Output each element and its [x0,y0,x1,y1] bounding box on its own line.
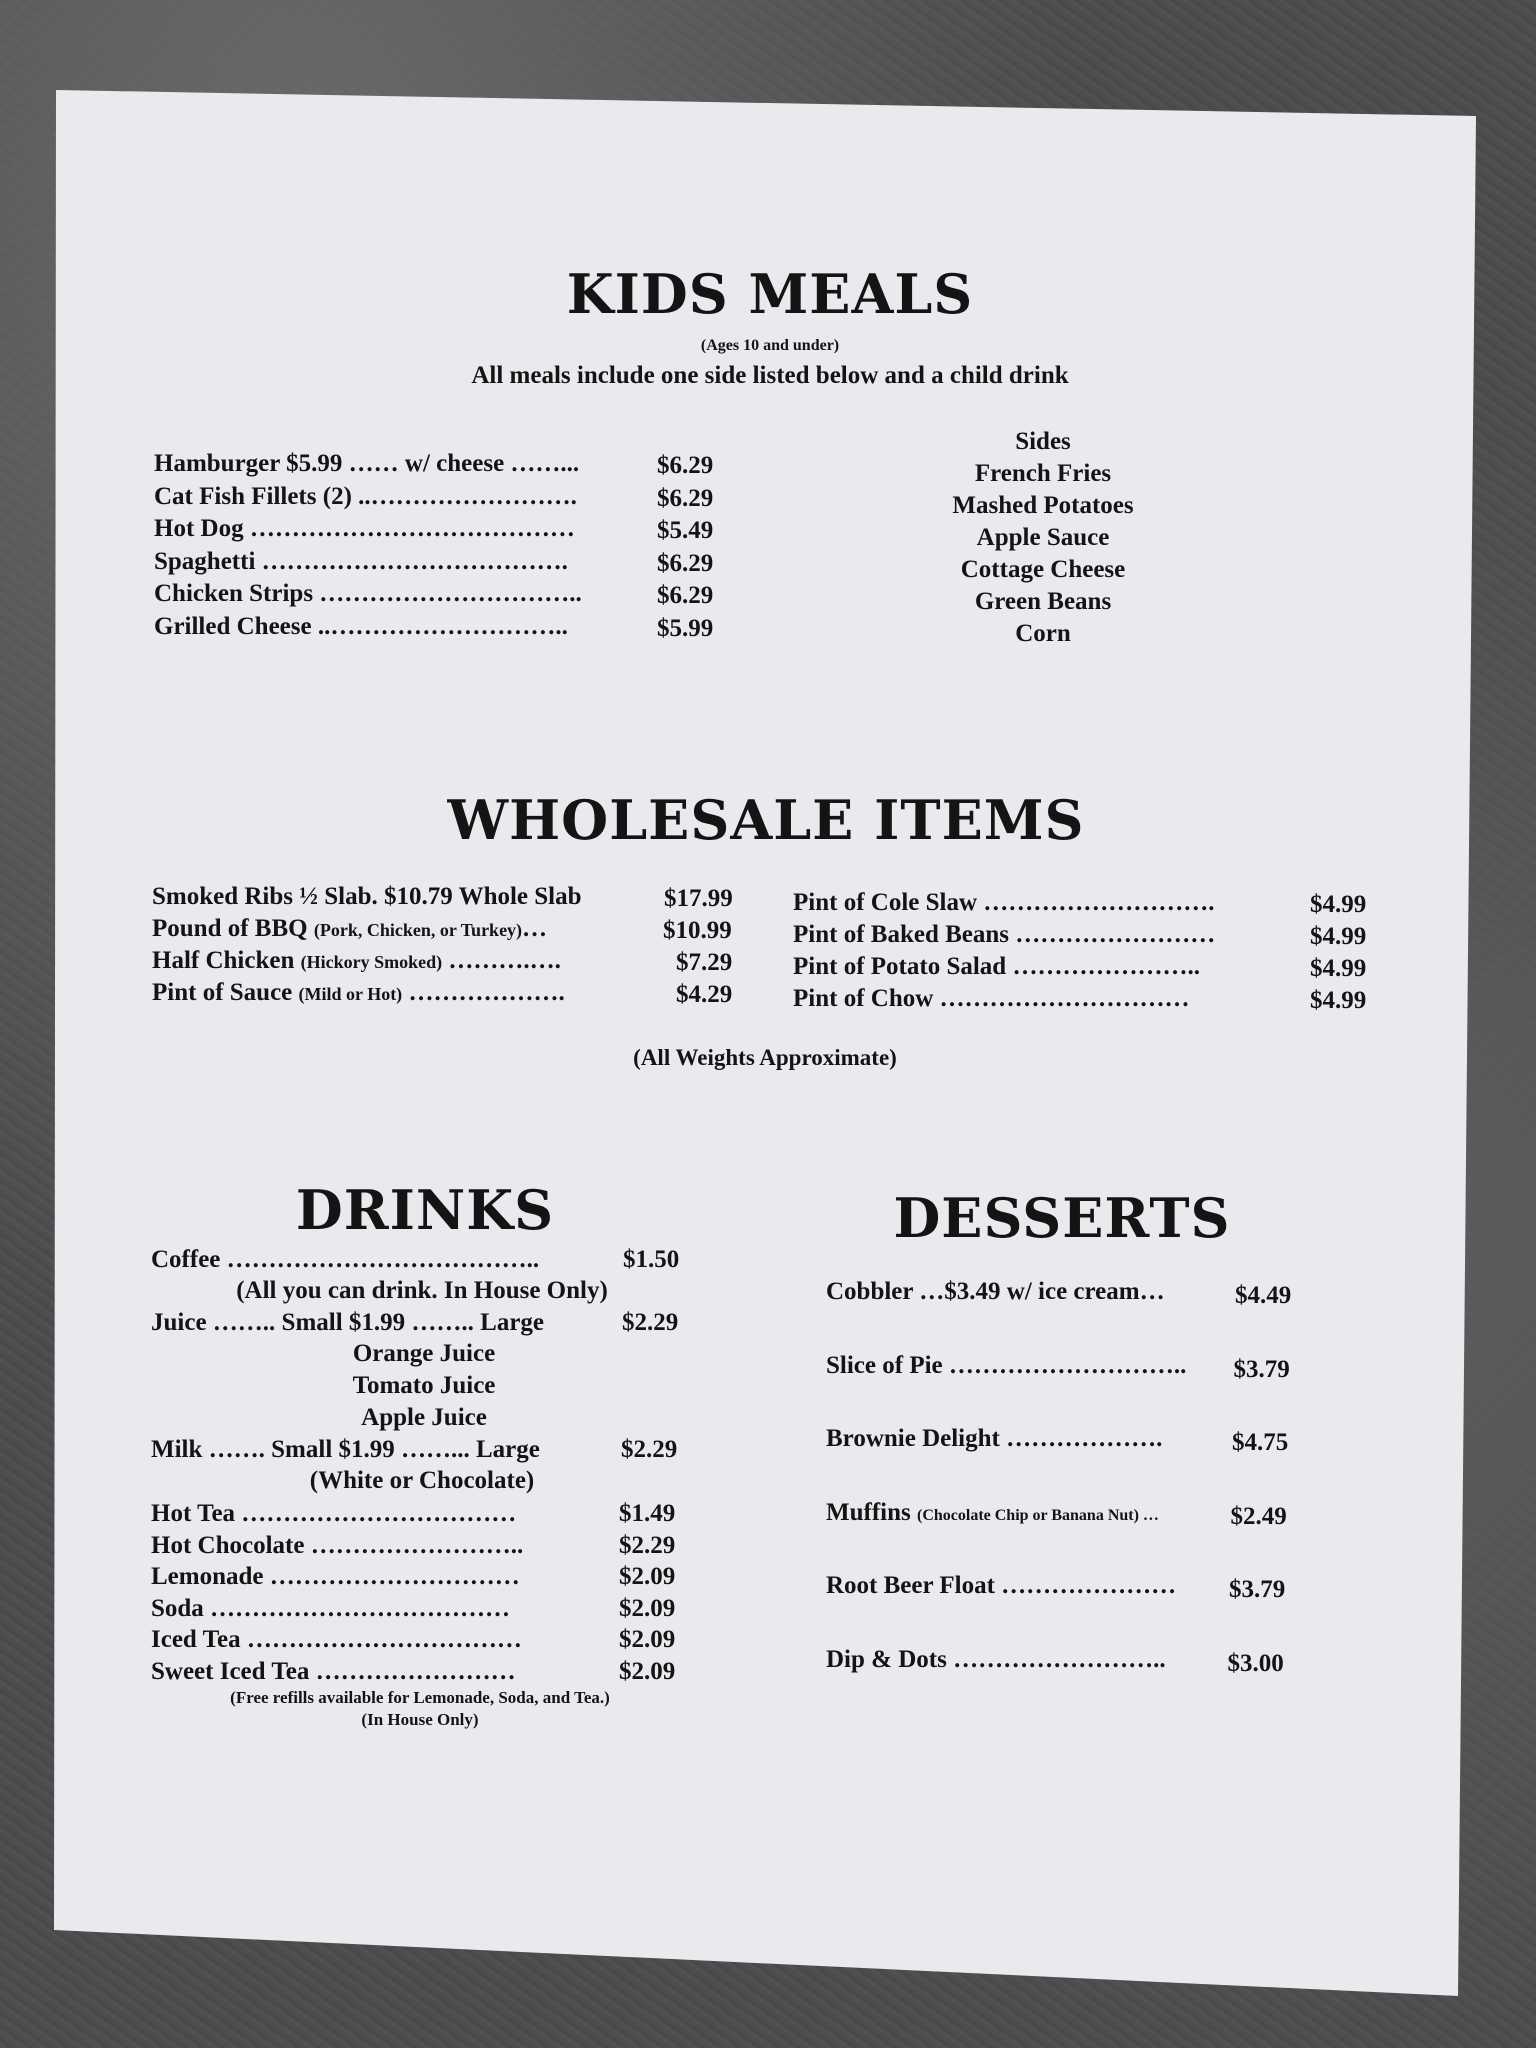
wholesale-item-label: Pint of Baked Beans …………………… [793,921,1216,948]
dessert-item-price: $3.00 [1227,1649,1284,1677]
coffee-label: Coffee ……………………………….. [151,1246,540,1273]
dessert-item-price: $4.75 [1232,1429,1289,1456]
wholesale-item-note: (Hickory Smoked) [300,952,443,972]
milk-note: (White or Chocolate) [309,1467,535,1494]
dessert-item [826,1499,1159,1527]
wholesale-item-price: $7.29 [676,949,733,976]
wholesale-item-price: $10.99 [663,917,732,944]
wholesale-item-label: Pint of Potato Salad ………………….. [793,953,1200,980]
kids-item-price: $5.99 [657,614,714,642]
wholesale-item-price: $4.99 [1310,987,1367,1014]
dessert-item [826,1278,1165,1306]
kids-item-price: $6.29 [657,484,714,512]
dessert-item-note: (Chocolate Chip or Banana Nut) … [916,1506,1159,1524]
kids-item-price: $6.29 [657,452,714,479]
dessert-item [826,1572,1176,1600]
desserts-title: DESSERTS [893,1186,1231,1250]
dessert-item-label: Brownie Delight ………………. [826,1425,1163,1452]
drinks-title: DRINKS [295,1178,555,1242]
milk-label: Milk ……. Small $1.99 ……... Large [151,1436,540,1463]
drink-item-label: Lemonade ………………………… [151,1563,520,1590]
wholesale-item-price: $4.99 [1310,955,1367,982]
kids-meals-title: KIDS MEALS [566,262,974,326]
wholesale-title: WHOLESALE ITEMS [447,788,1085,852]
refill-note-2: (In House Only) [361,1710,479,1729]
dessert-item-price: $3.79 [1233,1355,1290,1383]
dessert-item-label: Cobbler …$3.49 w/ ice cream… [826,1278,1165,1305]
wholesale-item-dots: … [522,915,548,942]
dessert-item-label: Muffins [826,1498,911,1526]
drink-item-price: $2.09 [619,1657,676,1685]
drink-item-label: Hot Tea …………………………… [151,1500,517,1527]
wholesale-item-note: (Pork, Chicken, or Turkey) [313,920,523,940]
drink-item-label: Hot Chocolate …………………….. [151,1531,524,1559]
dessert-item-price: $4.49 [1235,1282,1292,1309]
drink-item-label: Soda ……………………………… [151,1594,511,1622]
side-item: Cottage Cheese [960,556,1126,583]
dessert-item [826,1425,1162,1453]
dessert-item [826,1646,1166,1674]
wholesale-item-price: $4.29 [676,981,733,1008]
wholesale-item-price: $17.99 [664,885,733,912]
refill-note: (Free refills available for Lemonade, Soda, and Tea.) [230,1688,610,1707]
side-item: Mashed Potatoes [952,492,1134,519]
drink-item-label: Sweet Iced Tea …………………… [151,1657,516,1685]
coffee-price: $1.50 [623,1246,680,1273]
kids-item-label: Grilled Cheese ..……………………….. [154,612,568,640]
wholesale-item-label: Smoked Ribs ½ Slab. $10.79 Whole Slab [152,883,582,910]
wholesale-item-dots: ………………. [402,979,565,1006]
wholesale-item [152,883,582,911]
kids-item-price: $5.49 [657,517,714,544]
wholesale-item-label: Pound of BBQ [152,915,308,942]
wholesale-item [152,979,565,1007]
juice-label: Juice …….. Small $1.99 …….. Large [151,1309,545,1336]
kids-includes-note: All meals include one side listed below and a child drink [471,362,1069,389]
kids-item-label: Chicken Strips ………………………….. [154,580,582,607]
drink-item-price: $2.29 [619,1531,676,1559]
kids-item-label: Hot Dog ………………………………… [154,515,575,542]
side-item: French Fries [974,460,1112,487]
wholesale-item [152,915,547,943]
side-item: Corn [1015,620,1071,647]
wholesale-item-label: Pint of Sauce [152,979,293,1006]
juice-price: $2.29 [622,1309,679,1336]
kids-item-label: Hamburger $5.99 …… w/ cheese ……... [154,450,580,477]
kids-item-label: Spaghetti ………………………………. [154,547,568,575]
juice-type: Tomato Juice [352,1372,496,1399]
wholesale-item-label: Pint of Chow ………………………… [793,985,1190,1012]
sides-heading: Sides [1015,428,1071,455]
wholesale-item-label: Half Chicken [152,947,295,974]
coffee-note: (All you can drink. In House Only) [236,1277,608,1304]
wholesale-item-note: (Mild or Hot) [298,984,403,1004]
drink-item-price: $1.49 [619,1500,676,1527]
juice-type: Orange Juice [352,1340,496,1367]
dessert-item-label: Root Beer Float ………………… [826,1572,1177,1599]
wholesale-item-label: Pint of Cole Slaw ………………………. [793,889,1215,916]
wholesale-item [152,947,561,975]
kids-item-label: Cat Fish Fillets (2) ..……………………. [154,482,577,510]
dessert-item-price: $2.49 [1230,1502,1287,1530]
wholesale-item-price: $4.99 [1310,923,1367,950]
kids-ages-note: (Ages 10 and under) [700,337,840,354]
drink-item-price: $2.09 [619,1563,676,1590]
drink-item-price: $2.09 [619,1594,676,1622]
wholesale-item-price: $4.99 [1310,891,1367,918]
kids-item-price: $6.29 [657,549,714,577]
side-item: Green Beans [974,588,1112,615]
kids-item-price: $6.29 [657,582,714,609]
drink-item-price: $2.09 [619,1626,676,1653]
weights-note: (All Weights Approximate) [633,1045,897,1070]
milk-price: $2.29 [621,1436,678,1463]
side-item: Apple Sauce [976,524,1110,551]
dessert-item [826,1352,1186,1380]
drink-item-label: Iced Tea …………………………… [151,1626,522,1653]
dessert-item-label: Slice of Pie ……………………….. [826,1351,1187,1379]
wholesale-item-dots: ……….…. [442,947,561,974]
dessert-item-price: $3.79 [1229,1576,1286,1603]
dessert-item-label: Dip & Dots …………………….. [826,1645,1166,1673]
juice-type: Apple Juice [361,1404,487,1431]
